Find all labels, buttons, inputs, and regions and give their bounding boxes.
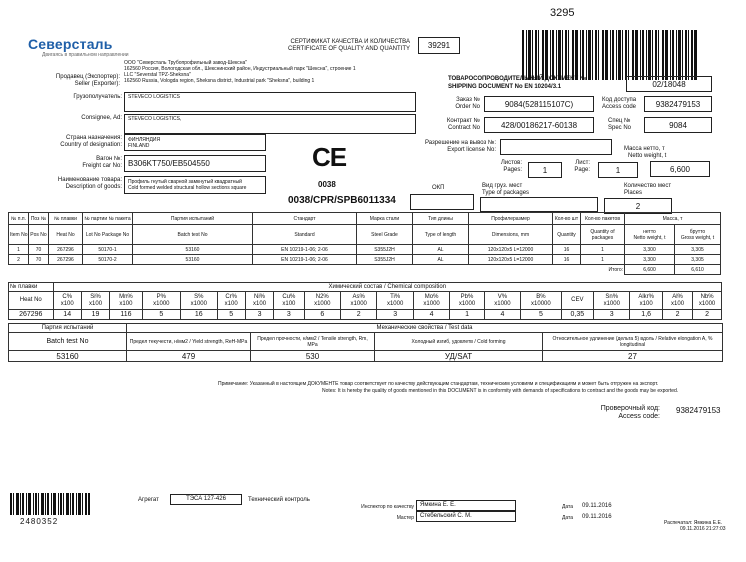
mechanical-properties-table bbox=[8, 323, 723, 362]
heat-no-label-ru: № плавки bbox=[9, 283, 54, 292]
cpr-number: 0038/CPR/SPB6011334 bbox=[288, 195, 396, 206]
date-label-2: Дата bbox=[562, 515, 574, 521]
places-label-ru: Количество мест bbox=[624, 183, 672, 189]
company-logo bbox=[28, 36, 129, 58]
package-type-field bbox=[480, 197, 598, 212]
seller-address: ООО "Северсталь Трубопрофильный завод-Шексна" 162560 Россия, Вологодская обл., Шекснинский район, Индустриальный парк "Шексна", строение 1 LLC "Severstal TPZ-Sheksna" 162560 Russia, Vologda region, Sheksna district, Industrial park "Sheksna", building 1 bbox=[124, 60, 356, 84]
shipping-doc-number: 02/18048 bbox=[626, 76, 712, 92]
export-license-label-ru: Разрешение на вывоз №: bbox=[424, 140, 496, 146]
country-label-en: Country of designation: bbox=[60, 142, 122, 148]
shipping-doc-title-ru: ТОВАРОСОПРОВОДИТЕЛЬНЫЙ ДОКУМЕНТ № bbox=[448, 76, 587, 82]
note-en: Notes: It is hereby the quality of goods mentioned in this DOCUMENT is in conformity with demands of specifications to contract and the goods may be exported. bbox=[322, 388, 679, 394]
package-type-label-en: Type of packages bbox=[482, 190, 530, 196]
consignee-ad-field: STEVECO LOGISTICS, bbox=[124, 114, 416, 134]
inspector-date: 09.11.2016 bbox=[582, 503, 612, 509]
consignee-field: STEVECO LOGISTICS bbox=[124, 92, 416, 112]
freight-car-label-ru: Вагон №: bbox=[96, 156, 122, 162]
country-field: ФИНЛЯНДИЯ FINLAND bbox=[124, 134, 266, 151]
mech-values-row: 53160 479 530 УД/SAT 27 bbox=[9, 351, 723, 362]
master-label: Мастер bbox=[396, 515, 414, 521]
consignee-label-ru: Грузополучатель: bbox=[73, 94, 122, 100]
certificate-title-en: CERTIFICATE OF QUALITY AND QUANTITY bbox=[287, 46, 410, 52]
goods-description: Профиль гнутый сварной замкнутый квадратный Cold formed welded structural hollow sections square bbox=[124, 176, 266, 194]
inspector-name: Ямкина Е. Е. bbox=[416, 500, 516, 511]
ce-mark: CE bbox=[312, 142, 347, 172]
access-code: 9382479153 bbox=[644, 96, 712, 112]
chemical-composition-title: Химический состав / Chemical composition bbox=[53, 283, 721, 292]
order-number: 9084(528115107C) bbox=[484, 96, 594, 112]
mass-header: Масса, т bbox=[625, 213, 721, 225]
mechanical-properties-title: Механические свойства / Test data bbox=[127, 324, 723, 333]
chem-values-row: 267296 14 19 116 5 16 5 3 3 6 2 3 4 1 4 5 0,35 3 1,6 2 2 bbox=[9, 310, 722, 320]
netto-label-ru: Масса нетто, т bbox=[624, 146, 665, 152]
consignee-ad-label: Consignee, Ad: bbox=[81, 115, 122, 121]
barcode-bottom bbox=[10, 493, 120, 515]
printed-at: 09.11.2016 21:27:03 bbox=[680, 526, 726, 532]
certificate-number: 39291 bbox=[418, 37, 460, 54]
barcode-number: 2480352 bbox=[20, 517, 59, 526]
order-label-ru: Заказ № bbox=[456, 97, 480, 103]
okp-label: ОКП bbox=[432, 185, 445, 191]
seller-label-ru: Продавец (Экспортер): bbox=[55, 74, 120, 80]
netto-label-en: Netto weight, t bbox=[628, 153, 667, 159]
logo-tagline: Двигаясь в правильном направлении bbox=[42, 52, 129, 58]
goods-table-header-ru: № п.п. Поз № № плавки № партии № пакета Партия испытаний Стандарт Марка стали Тип длины Профилеразмер Кол-во шт Кол-во пакетов Масса, т bbox=[9, 213, 721, 225]
contract-label-ru: Контракт № bbox=[446, 118, 480, 124]
netto-weight-top: 6,600 bbox=[650, 161, 710, 177]
heat-no-label-en: Heat No bbox=[9, 292, 54, 310]
barcode-top bbox=[522, 30, 730, 80]
unit-value: ТЭСА 127-426 bbox=[170, 494, 242, 505]
pages-label-en: Pages: bbox=[503, 167, 522, 173]
pages-label-ru: Листов: bbox=[500, 160, 522, 166]
ce-notified-body: 0038 bbox=[318, 180, 336, 189]
okp-field bbox=[410, 194, 474, 210]
spec-label-en: Spec No bbox=[608, 125, 632, 131]
goods-table bbox=[8, 212, 721, 275]
page-label-ru: Лист: bbox=[575, 160, 590, 166]
access-code-label-en: Access code bbox=[602, 104, 637, 110]
chem-header-row: Heat No C% x100 Si% x100 Mn% x100 P% x1000 S% x1000 Cr% x100 Ni% x100 Cu% x100 N2% x1000 As% x1000 Ti% x1000 Mo% x1000 Pb% x1000 V% x1000 B% x10000 CEV Sn% x1000 Alkr% x100 Al% x100 Nb% x1000 bbox=[9, 292, 722, 310]
spec-label-ru: Спец № bbox=[608, 118, 631, 124]
freight-car-label-en: Freight car No: bbox=[82, 163, 122, 169]
check-code-label-ru: Проверочный код: bbox=[600, 405, 660, 412]
page-label-en: Page: bbox=[574, 167, 590, 173]
seller-label-en: Seller (Exporter): bbox=[74, 81, 120, 87]
shipping-doc-title-en: SHIPPING DOCUMENT No EN 10204/3.1 bbox=[448, 84, 562, 90]
tech-control-label: Технический контроль bbox=[248, 497, 310, 503]
places-label-en: Places bbox=[624, 190, 643, 196]
master-name: Стебельский С. М. bbox=[416, 511, 516, 522]
goods-table-header-en: Item No Pos No Heat No Lot No Package No Batch test No Standard Steel Grade Type of length Dimensions, mm Quantity Quantity of packages нетто Netto weight, t брутто Gross weight, t bbox=[9, 225, 721, 245]
date-label-1: Дата bbox=[562, 504, 574, 510]
certificate-title-ru: СЕРТИФИКАТ КАЧЕСТВА И КОЛИЧЕСТВА bbox=[290, 39, 410, 45]
pages-count: 1 bbox=[528, 162, 562, 178]
chemical-composition-table bbox=[8, 282, 722, 320]
note-ru: Примечание: Указанный в настоящем ДОКУМЕНТЕ товар соответствует по качеству действующим стандартам, техническим условиям и спецификациям и может быть отгружен на экспорт. bbox=[218, 381, 659, 387]
logo-text: Северсталь bbox=[28, 36, 113, 52]
mech-header-row: Batch test No Предел текучести, н/мм2 / Yield strength, ReH-MPa Предел прочности, н/мм2 / Tensile strength, Rm, MPa Холодный изгиб, удовлетв / Cold forming Относительное удлинение (дельта 5) вдоль / Relative elongation A, % longitudinal bbox=[9, 333, 723, 351]
goods-label-ru: Наименование товара: bbox=[57, 177, 122, 183]
spec-number: 9084 bbox=[644, 117, 712, 133]
master-date: 09.11.2016 bbox=[582, 514, 612, 520]
table-row: 2 70 267296 50170-2 53160 EN 10219-1-06; 2-06 S355J2H AL 120x120x5 L=12000 16 1 3,300 3,305 bbox=[9, 255, 721, 265]
export-license-field bbox=[500, 139, 612, 155]
inspector-label: Инспектор по качеству bbox=[361, 504, 414, 510]
package-type-label-ru: Вид груз. мест bbox=[482, 183, 523, 189]
totals-row: Итого: 6,600 6,610 bbox=[9, 265, 721, 275]
table-row: 1 70 267296 50170-1 53160 EN 10219-1-06; 2-06 S355J2H AL 120x120x5 L=12000 16 1 3,300 3,305 bbox=[9, 245, 721, 255]
goods-label-en: Description of goods: bbox=[65, 184, 122, 190]
export-license-label-en: Export license No: bbox=[447, 147, 496, 153]
country-label-ru: Страна назначения: bbox=[66, 135, 122, 141]
check-code-label-en: Access code: bbox=[618, 413, 660, 420]
contract-label-en: Contract No bbox=[447, 125, 480, 131]
order-label-en: Order No bbox=[455, 104, 480, 110]
places-count: 2 bbox=[604, 198, 672, 214]
batch-label-ru: Партия испытаний bbox=[9, 324, 127, 333]
check-code-value: 9382479153 bbox=[676, 406, 721, 415]
page-number: 1 bbox=[598, 162, 638, 178]
document-number-top: 3295 bbox=[550, 7, 575, 19]
unit-label: Агрегат bbox=[138, 497, 159, 503]
printed-by: Распечатал: Ямкина Е.Е. bbox=[664, 520, 723, 526]
access-code-label-ru: Код доступа bbox=[602, 97, 637, 103]
contract-number: 428/00186217-60138 bbox=[484, 117, 594, 133]
freight-car-field: B306KT750/EB504550 bbox=[124, 155, 266, 172]
